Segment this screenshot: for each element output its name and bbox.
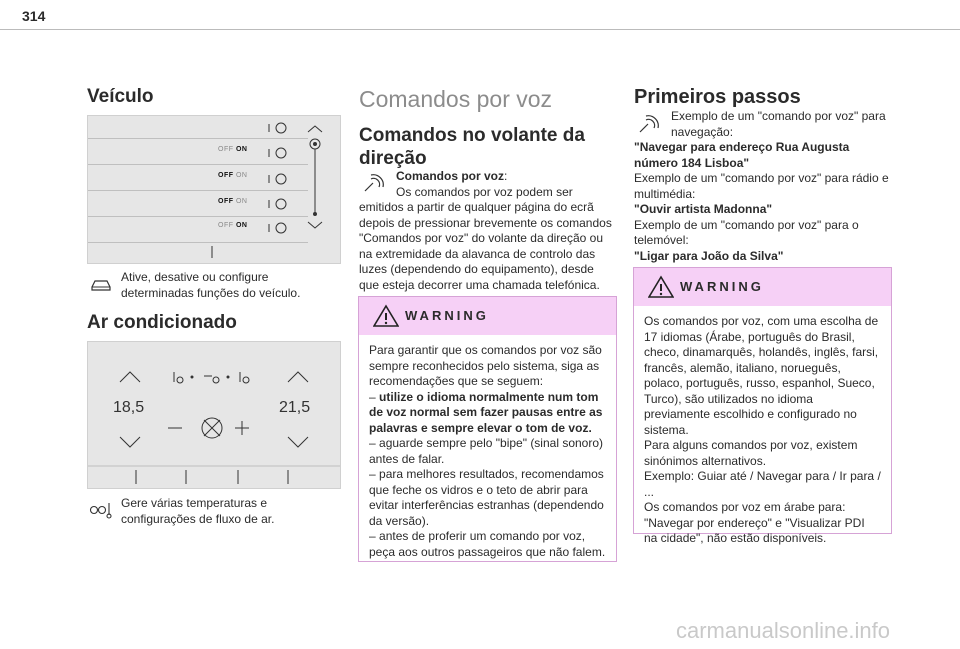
example-nav: Exemplo de um "comando por voz" para navegação:: [671, 109, 886, 139]
voice-warning-item: [369, 436, 606, 467]
climate-icon: [89, 501, 113, 519]
first-steps-title: Primeiros passos: [634, 86, 801, 108]
voice-intro-head: [396, 169, 614, 200]
column-voice: [359, 86, 615, 171]
voice-command-icon: [361, 171, 387, 193]
vehicle-title: Veículo: [87, 86, 154, 107]
voice-subtitle: Comandos no volante da direção: [359, 125, 585, 169]
voice-warning-title: WARNING: [405, 308, 489, 323]
voice-warning-header: [359, 297, 616, 335]
column-first-steps: [634, 86, 890, 109]
first-steps-body: [634, 140, 890, 264]
ac-title-wrap: [87, 312, 237, 334]
voice-warning-lead: Para garantir que os comandos por voz são sempre reconhecidos pelo sistema, siga as recomendações que se seguem:: [369, 343, 602, 388]
voice-warning-box: [358, 296, 617, 562]
example-radio-command: "Ouvir artista Madonna": [634, 202, 773, 216]
temp-right: 21,5: [279, 399, 311, 416]
warning-icon: [648, 275, 674, 299]
dash: –: [369, 436, 376, 450]
language-warning-body: Os comandos por voz, com uma escolha de 17 idiomas (Árabe, português do Brasil, checo, dinamarquês, holandês, inglês, farsi, francês, alemão, italiano, norueguês, polaco, português, russo, espanhol, Sueco, Turco), são utilizados no idioma previamente escolhido e configurado no sistema. Para alguns comandos por voz, existem sinónimos alternativos. Exemplo: Guiar até / Navegar para / Ir para / ... Os comandos por voz em árabe para: "Navegar por endereço" e "Visualizar PDI na cidade", não estão disponíveis.: [644, 314, 881, 545]
temp-left: 18,5: [113, 399, 145, 416]
example-radio: Exemplo de um "comando por voz" para rádio e multimédia:: [634, 171, 889, 201]
toggle-row-4: OFF ON: [218, 222, 248, 229]
example-phone-command: "Ligar para João da Silva": [634, 248, 784, 263]
toggle-row-3: OFF ON: [218, 198, 248, 205]
language-warning-box: [633, 267, 892, 545]
top-divider: [0, 29, 960, 30]
item-text: antes de proferir um comando por voz, peça aos outros passageiros que não falem.: [369, 529, 606, 559]
voice-intro-first: Os comandos por voz podem ser: [396, 184, 573, 199]
voice-intro-label: Comandos por voz: [396, 169, 505, 183]
item-text: para melhores resultados, recomendamos que feche os vidros e o teto de abrir para evitar interferências estranhas (dependendo da versão).: [369, 467, 604, 528]
language-warning-header: [634, 268, 891, 306]
item-text: aguarde sempre pelo "bipe" (sinal sonoro) antes de falar.: [369, 436, 604, 466]
item-bold: utilize o idioma normalmente num tom de voz normal sem fazer pausas entre as palavras e sempre elevar o tom de voz.: [369, 389, 603, 435]
vehicle-note: Ative, desative ou configure determinadas funções do veículo.: [121, 270, 301, 300]
toggle-row-2: OFF ON: [218, 172, 248, 179]
example-nav-command: "Navegar para endereço Rua Augusta número 184 Lisboa": [634, 140, 850, 170]
dash: –: [369, 389, 376, 404]
toggle-row-1: OFF ON: [218, 146, 248, 153]
ac-controls: [88, 342, 340, 488]
car-icon: [89, 277, 113, 293]
warning-icon: [373, 304, 399, 328]
voice-title: Comandos por voz: [359, 86, 553, 112]
dash: –: [369, 529, 376, 543]
voice-intro-colon: :: [504, 169, 508, 183]
page-number: 314: [22, 8, 46, 24]
vehicle-screen-icons: [88, 116, 340, 263]
voice-warning-item: [369, 529, 606, 560]
example-phone: Exemplo de um "comando por voz" para o telemóvel:: [634, 217, 859, 247]
ac-screen: [87, 341, 341, 489]
footer-watermark: carmanualsonline.info: [676, 618, 891, 643]
ac-note: Gere várias temperaturas e configurações de fluxo de ar.: [121, 496, 275, 526]
column-vehicle: [87, 86, 342, 108]
language-warning-title: WARNING: [680, 279, 764, 294]
voice-warning-item: [369, 390, 606, 437]
voice-warning-body: [359, 335, 616, 566]
ac-title: Ar condicionado: [87, 312, 237, 333]
voice-intro-body: emitidos a partir de qualquer página do ecrã depois de pressionar brevemente os comandos "Comandos por voz" do volante da direção ou na extremidade da alavanca de controlo das luzes (dependendo do equipamento), desde que esteja decorrer uma chamada telefónica.: [359, 200, 612, 292]
dash: –: [369, 467, 376, 481]
vehicle-screen: [87, 115, 341, 264]
voice-command-icon: [636, 112, 662, 134]
voice-warning-item: [369, 467, 606, 529]
